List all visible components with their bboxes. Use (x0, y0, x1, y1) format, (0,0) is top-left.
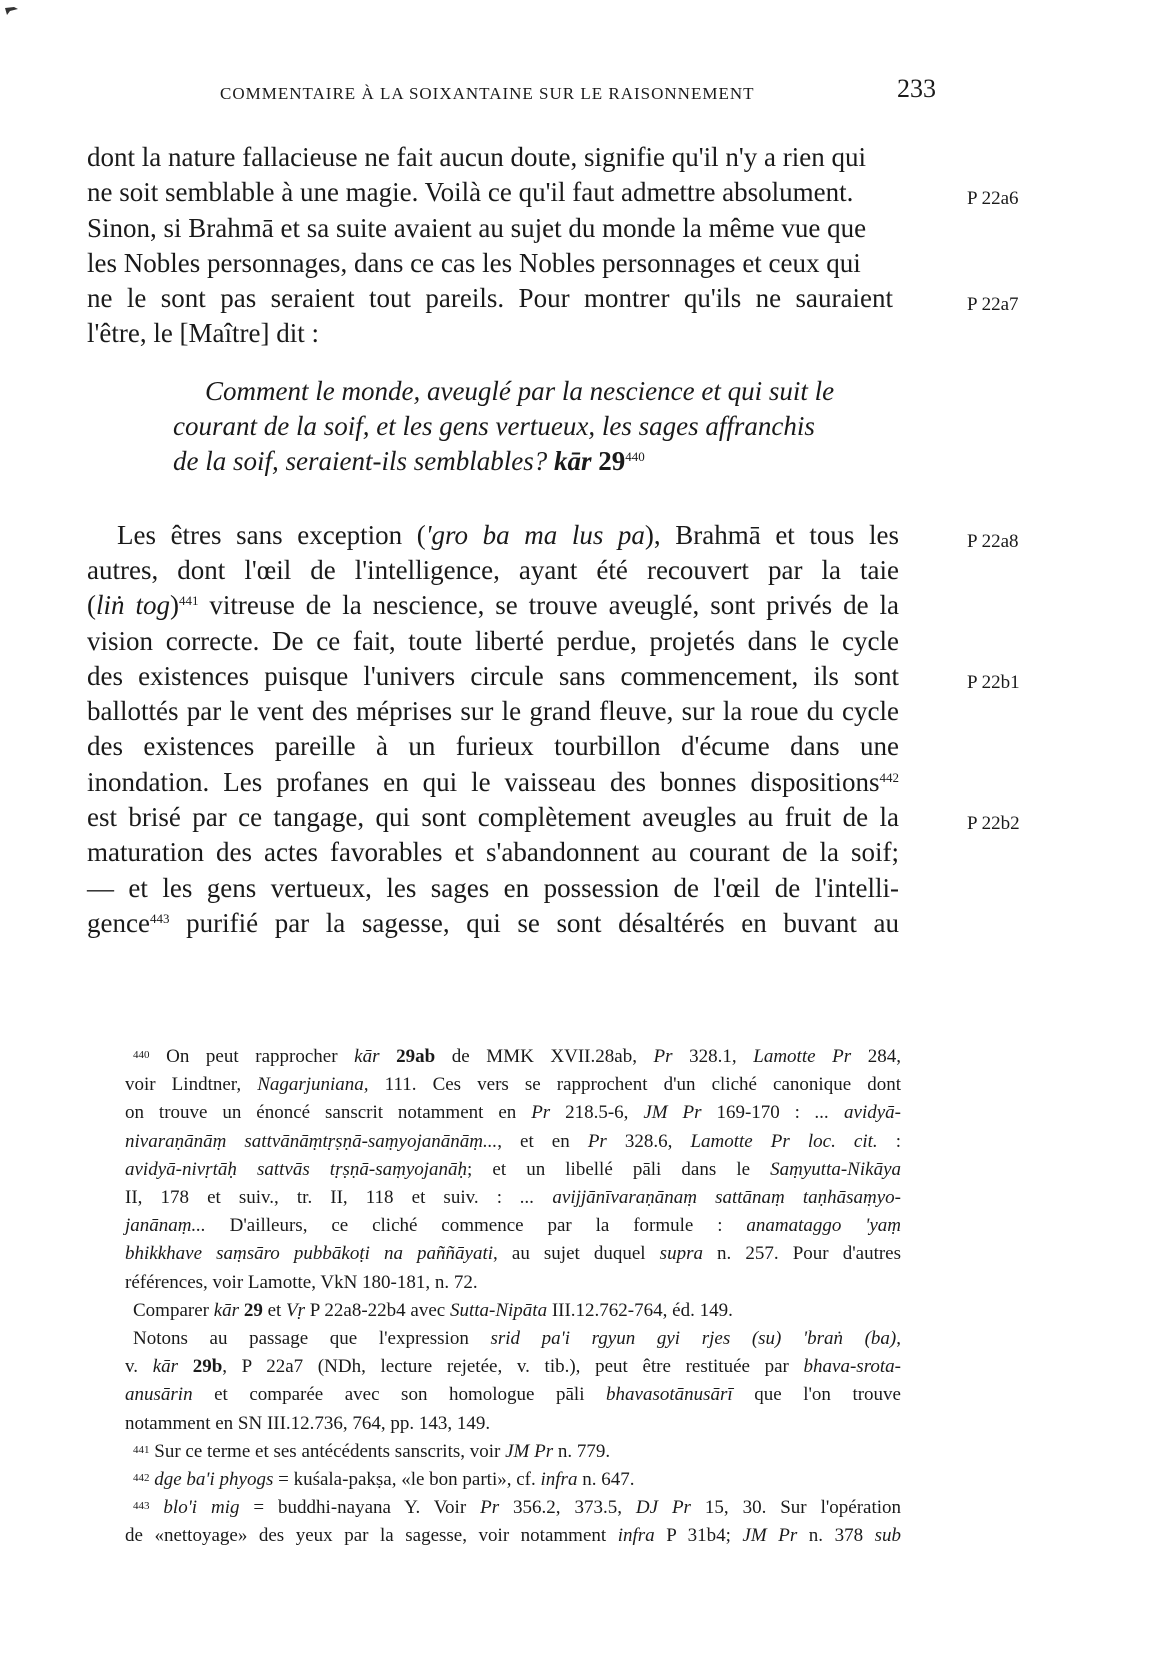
running-title: COMMENTAIRE À LA SOIXANTAINE SUR LE RAISONNEMENT (220, 84, 755, 103)
text-span: et comparée avec son homologue pāli (192, 1384, 607, 1406)
text-span: DJ Pr (635, 1497, 691, 1519)
text-span: vitreuse de la nescience, se trouve aveuglé, sont privés de la (198, 590, 900, 621)
text-span: des existences puisque l'univers circule sans commencement, ils sont (87, 660, 899, 691)
verse-line (87, 444, 947, 479)
text-span: maturation des actes favorables et s'abandonnent au courant de la soif; (87, 837, 899, 868)
verse-line: courant de la soif, et les gens vertueux, les sages affranchis (173, 411, 815, 442)
footnote-ref: 441 (178, 593, 199, 609)
text-span: janānaṃ... (125, 1215, 206, 1237)
text-span: sub (874, 1525, 902, 1547)
text-span: anamataggo 'yaṃ (746, 1215, 902, 1237)
text-line: Sinon, si Brahmā et sa suite avaient au sujet du monde la même vue que (87, 212, 867, 243)
text-span: infra (540, 1469, 578, 1491)
footnote-number: 440 (133, 1049, 150, 1061)
text-line: les Nobles personnages, dans ce cas les Nobles personnages et ceux qui (87, 247, 861, 278)
verse-line: Comment le monde, aveuglé par la nescience et qui suit le (205, 375, 835, 406)
text-span (87, 765, 899, 800)
main-text (87, 140, 1020, 941)
text-span: 328.1, (672, 1046, 754, 1067)
text-span (87, 906, 899, 941)
text-span: kār (152, 1356, 179, 1378)
text-span: kār (354, 1046, 380, 1067)
tibetan-term: liṅ tog (96, 590, 170, 621)
text-span: 328.6, (606, 1130, 691, 1152)
text-line (87, 835, 947, 870)
margin-ref: P 22a8 (967, 530, 1019, 552)
footnote-line (125, 1156, 901, 1184)
footnote-number: 441 (133, 1443, 150, 1456)
text-span: inondation. Les profanes en qui le vaisseau des bonnes dispositions (87, 766, 880, 797)
footnote-line (125, 1522, 901, 1550)
text-span: Sur ce terme et ses antécédents sanscrits, voir (149, 1440, 506, 1462)
text-span: Vṛ (286, 1299, 306, 1321)
text-span: 29ab (396, 1046, 436, 1067)
text-span: , au sujet duquel (493, 1243, 660, 1265)
text-span: On peut rapprocher (149, 1046, 355, 1067)
text-line (87, 729, 947, 764)
text-line (87, 659, 1020, 694)
text-span: 111. Ces vers se rapprochent d'un cliché canonique dont (368, 1074, 901, 1096)
scan-speck-mark (4, 6, 20, 20)
text-span: voir Lindtner, (125, 1074, 258, 1096)
footnote-line (125, 1381, 901, 1409)
text-span: blo'i mig (149, 1497, 240, 1519)
text-span: nivaraṇānāṃ sattvānāṃtṛṣṇā-saṃyojanānāṃ... (125, 1130, 498, 1152)
footnote-line (125, 1184, 901, 1212)
spacer (87, 352, 947, 374)
footnote-number: 442 (133, 1472, 150, 1485)
footnote-ref: 442 (879, 769, 899, 785)
text-span: , et en (497, 1130, 588, 1152)
text-span: Lamotte Pr (753, 1046, 852, 1067)
text-span: on trouve un énoncé sanscrit notamment en (125, 1102, 532, 1124)
text-line (87, 518, 1019, 553)
footnote-line (125, 1071, 901, 1099)
page-header (220, 74, 936, 104)
text-span: 29 (243, 1299, 263, 1321)
text-span: Les êtres sans exception ( (117, 519, 426, 550)
text-span (87, 588, 899, 623)
text-span: ( (87, 590, 96, 621)
text-span: supra (659, 1243, 703, 1265)
text-line (87, 588, 947, 623)
text-span: JM Pr (643, 1102, 702, 1124)
text-span: P 31b4; (654, 1525, 743, 1547)
tibetan-term: 'gro ba ma lus pa (425, 519, 645, 550)
footnote-ref: 440 (625, 449, 645, 465)
text-span: autres, dont l'œil de l'intelligence, ayant été recouvert par la taie (87, 554, 899, 585)
text-span: Lamotte Pr loc. cit. (690, 1130, 878, 1152)
text-span: 356.2, 373.5, (499, 1497, 636, 1519)
karika-number: 29 (598, 446, 626, 477)
text-span: ne soit semblable à une magie. Voilà ce qu'il faut admettre absolument. (87, 177, 854, 208)
text-span: D'ailleurs, ce cliché commence par la formule : (205, 1215, 747, 1237)
text-span: 15, 30. Sur l'opération (690, 1497, 902, 1519)
text-span: ; et un libellé pāli dans le (467, 1158, 771, 1180)
footnote-line (125, 1099, 901, 1127)
text-line: l'être, le [Maître] dit : (87, 318, 320, 349)
footnote-line (125, 1353, 901, 1381)
footnote-line (125, 1494, 901, 1522)
text-span: dge ba'i phyogs (149, 1469, 274, 1491)
text-span: n. 647. (577, 1469, 635, 1491)
text-span: Nagarjuniana, (257, 1074, 369, 1096)
text-span: infra (617, 1525, 655, 1547)
footnote-line: notamment en SN III.12.736, 764, pp. 143, 149. (125, 1412, 491, 1434)
text-span: : (877, 1130, 902, 1152)
footnote-line (125, 1240, 901, 1268)
text-span: III.12.762-764, éd. 149. (547, 1299, 733, 1321)
text-span: n. 378 (797, 1525, 875, 1547)
footnote-line (125, 1438, 905, 1466)
karika-label: kār (553, 446, 592, 477)
text-span: JM Pr (742, 1525, 798, 1547)
text-span: des existences pareille à un furieux tourbillon d'écume dans une (87, 731, 899, 762)
text-line (87, 281, 1019, 316)
text-span: II, 178 et suiv., tr. II, 118 et suiv. : (125, 1187, 521, 1209)
text-span: ), Brahmā et tous les (644, 519, 899, 550)
footnote-line (125, 1043, 901, 1071)
text-span: , (896, 1328, 901, 1350)
text-span: v. (125, 1356, 153, 1378)
text-span: 218.5-6, (550, 1102, 644, 1124)
text-span: n. 779. (553, 1440, 611, 1462)
footnote-line (125, 1466, 905, 1494)
text-line (87, 800, 1020, 835)
text-span: Pr (587, 1130, 607, 1152)
text-span: kār (213, 1299, 240, 1321)
text-span: JM Pr (505, 1440, 554, 1462)
text-span: avidyā-nivṛtāḥ sattvās tṛṣṇā-saṃyojanāḥ (125, 1158, 468, 1180)
text-span: P 22a8-22b4 avec (305, 1299, 450, 1321)
text-span: est brisé par ce tangage, qui sont complètement aveugles au fruit de la (87, 802, 899, 833)
margin-ref: P 22b2 (967, 813, 1020, 835)
text-line (87, 624, 947, 659)
text-span: ballottés par le vent des méprises sur le grand fleuve, sur la roue du cycle (87, 696, 899, 727)
footnote-line (125, 1297, 905, 1325)
text-span: ne le sont pas seraient tout pareils. Pour montrer qu'ils ne sauraient (87, 283, 893, 314)
text-line (87, 906, 947, 941)
text-line: dont la nature fallacieuse ne fait aucun doute, signifie qu'il n'y a rien qui (87, 142, 866, 172)
text-span: , P 22a7 (NDh, lecture rejetée, v. tib.), peut être restituée par (222, 1356, 804, 1378)
text-span: srid pa'i rgyun gyi rjes (su) 'braṅ (ba) (490, 1328, 897, 1350)
text-span: Pr (531, 1102, 551, 1124)
margin-ref: P 22b1 (967, 671, 1020, 693)
text-span: ) (169, 590, 179, 621)
text-span: Pr (480, 1497, 500, 1519)
text-line (87, 871, 947, 906)
footnote-line: références, voir Lamotte, VkN 180-181, n. 72. (125, 1271, 478, 1293)
text-span: Comparer (133, 1299, 214, 1321)
text-line (87, 694, 947, 729)
margin-ref: P 22a7 (967, 294, 1019, 316)
text-span: 29b (192, 1356, 223, 1378)
text-line (87, 175, 1019, 210)
verse-span: de la soif, seraient-ils semblables? (173, 446, 548, 477)
text-line (87, 553, 947, 588)
spacer (87, 480, 947, 518)
text-span: Pr (653, 1046, 673, 1067)
footnote-line (125, 1212, 901, 1240)
text-span: de «nettoyage» des yeux par la sagesse, voir notamment (125, 1525, 618, 1547)
text-span: 284, (851, 1046, 902, 1067)
text-span: ... avijjānīvaraṇānaṃ sattānaṃ taṇhāsaṃyo- (520, 1187, 901, 1209)
footnotes (125, 1043, 905, 1551)
footnote-line (125, 1128, 901, 1156)
text-span: = buddhi-nayana Y. Voir (239, 1497, 481, 1519)
text-span: et (262, 1299, 287, 1321)
text-span: 169-170 : (701, 1102, 815, 1124)
text-span: de MMK XVII.28ab, (435, 1046, 654, 1067)
footnote-line (125, 1325, 901, 1353)
text-span: ... avidyā- (814, 1102, 902, 1124)
margin-ref: P 22a6 (967, 188, 1019, 210)
text-span (87, 518, 899, 553)
page-number: 233 (897, 74, 936, 103)
text-span: — et les gens vertueux, les sages en possession de l'œil de l'intelli- (87, 872, 899, 903)
text-span: purifié par la sagesse, qui se sont désaltérés en buvant au (169, 907, 899, 938)
text-span: Notons au passage que l'expression (133, 1328, 491, 1350)
text-span: Sutta-Nipāta (449, 1299, 548, 1321)
text-span: Saṃyutta-Nikāya (770, 1158, 901, 1180)
footnote-number: 443 (133, 1500, 150, 1513)
text-span: = kuśala-pakṣa, «le bon parti», cf. (273, 1469, 541, 1491)
text-span: que l'on trouve (732, 1384, 901, 1406)
text-span: gence (87, 907, 150, 938)
text-span: vision correcte. De ce fait, toute liberté perdue, projetés dans le cycle (87, 625, 899, 656)
text-span: anusārin (125, 1384, 193, 1406)
text-line (87, 765, 947, 800)
footnote-ref: 443 (149, 910, 170, 926)
text-span: n. 257. Pour d'autres (702, 1243, 901, 1265)
text-span: bhava-srota- (803, 1356, 901, 1378)
text-span: bhikkhave saṃsāro pubbākoṭi na paññāyati (125, 1243, 494, 1265)
text-span: bhavasotānusārī (606, 1384, 733, 1406)
